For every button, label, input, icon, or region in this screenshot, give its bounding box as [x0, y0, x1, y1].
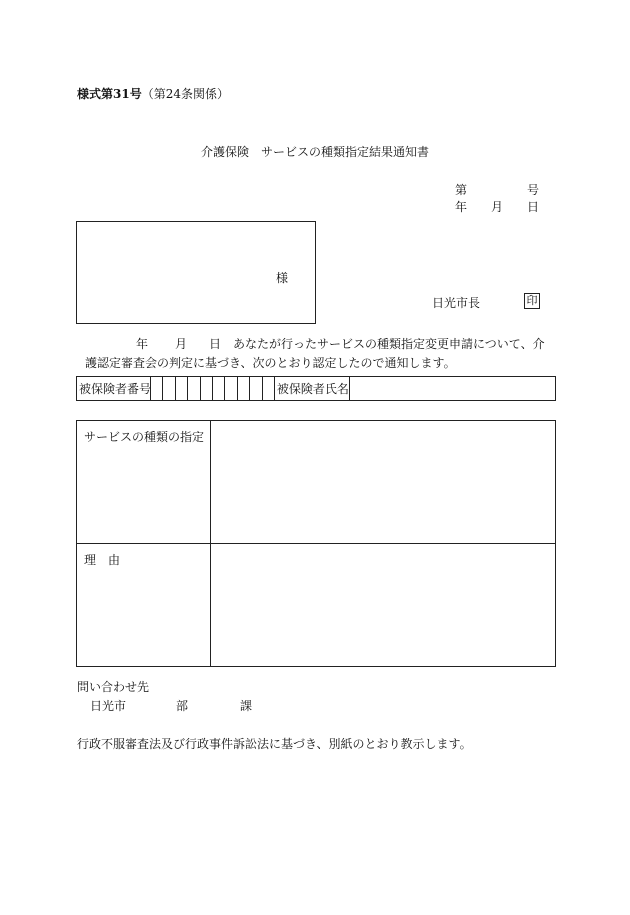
contact-details	[90, 697, 252, 714]
insured-number-digit-box[interactable]	[163, 377, 175, 400]
contact-section: 課	[240, 699, 253, 713]
seal-mark: 印	[524, 293, 540, 309]
insured-number-digit-box[interactable]	[213, 377, 225, 400]
contact-dept: 部	[176, 699, 189, 713]
date-year: 年	[455, 200, 468, 214]
insured-number-digit-box[interactable]	[225, 377, 237, 400]
document-number-line	[455, 181, 539, 198]
insured-number-digit-box[interactable]	[263, 377, 275, 400]
contact-city: 日光市	[90, 699, 127, 713]
insured-number-digit-box[interactable]	[176, 377, 188, 400]
service-type-field[interactable]	[211, 421, 555, 543]
insured-number-digit-box[interactable]	[188, 377, 200, 400]
insured-number-digit-box[interactable]	[201, 377, 213, 400]
insured-name-label: 被保険者氏名	[275, 377, 350, 400]
service-type-row	[77, 421, 555, 544]
insured-number-digit-box[interactable]	[151, 377, 163, 400]
contact-label: 問い合わせ先	[77, 680, 150, 694]
body-month: 月	[175, 337, 188, 351]
form-number	[77, 85, 229, 102]
date-day: 日	[526, 200, 539, 214]
form-number-bold: 様式第31号	[77, 87, 142, 101]
determination-table	[76, 420, 556, 667]
reason-row	[77, 544, 555, 666]
insured-info-row	[76, 376, 556, 401]
insured-number-digit-box[interactable]	[238, 377, 250, 400]
body-day: 日	[209, 337, 222, 351]
body-line1: あなたが行ったサービスの種類指定変更申請について、介	[233, 337, 545, 351]
body-year: 年	[136, 337, 149, 351]
insured-number-digit-box[interactable]	[250, 377, 262, 400]
reason-label: 理 由	[77, 544, 211, 666]
appeal-notice: 行政不服審査法及び行政事件訴訟法に基づき、別紙のとおり教示します。	[77, 737, 472, 751]
reason-field[interactable]	[211, 544, 555, 666]
body-line2: 護認定審査会の判定に基づき、次のとおり認定したので通知します。	[85, 356, 456, 370]
service-type-label: サービスの種類の指定	[77, 421, 211, 543]
number-suffix: 号	[526, 183, 539, 197]
document-title: 介護保険 サービスの種類指定結果通知書	[200, 145, 429, 159]
insured-number-label: 被保険者番号	[77, 377, 151, 400]
form-number-article: （第24条関係）	[141, 87, 229, 101]
issuer-label: 日光市長	[432, 296, 481, 310]
insured-name-field[interactable]	[350, 377, 555, 400]
date-month: 月	[490, 200, 503, 214]
addressee-honorific: 様	[276, 271, 289, 285]
notification-body	[77, 335, 547, 373]
issue-date-line	[455, 198, 539, 215]
number-prefix: 第	[455, 183, 468, 197]
